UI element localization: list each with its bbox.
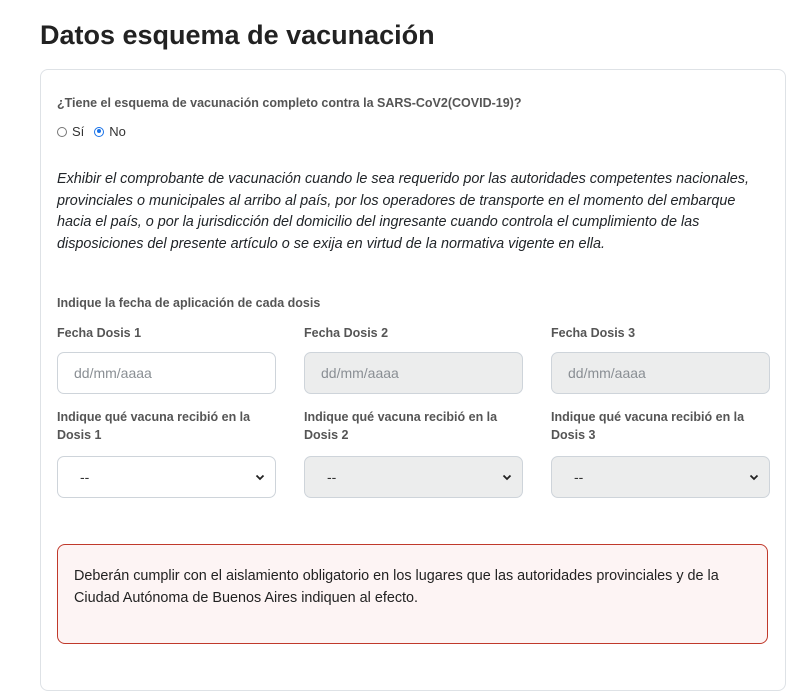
dose-3-date-input[interactable] (551, 352, 770, 394)
dose-2-column (304, 326, 523, 498)
chevron-down-icon (502, 472, 512, 482)
dose-1-column (57, 326, 276, 498)
dose-section-label: Indique la fecha de aplicación de cada dosis (57, 296, 321, 310)
dose-1-date-label: Fecha Dosis 1 (57, 326, 142, 340)
dose-2-date-input[interactable] (304, 352, 523, 394)
dose-1-date-input[interactable] (57, 352, 276, 394)
dose-1-vaccine-value: -- (80, 469, 90, 485)
chevron-down-icon (255, 472, 265, 482)
dose-3-date-label: Fecha Dosis 3 (551, 326, 636, 340)
page-title: Datos esquema de vacunación (40, 20, 435, 50)
radio-no-label[interactable]: No (109, 124, 126, 139)
dose-3-vaccine-select[interactable] (551, 456, 770, 498)
dose-2-vaccine-select[interactable] (304, 456, 523, 498)
dose-2-vaccine-value: -- (327, 469, 337, 485)
radio-no[interactable] (94, 127, 104, 137)
vaccination-radio-group (57, 124, 136, 139)
radio-si-label[interactable]: Sí (72, 124, 85, 139)
dose-3-vaccine-label: Indique qué vacuna recibió en la Dosis 3 (551, 410, 745, 442)
dose-3-column (551, 326, 770, 498)
dose-1-vaccine-select[interactable] (57, 456, 276, 498)
vaccination-question: ¿Tiene el esquema de vacunación completo contra la SARS-CoV2(COVID-19)? (57, 96, 522, 110)
dose-2-vaccine-label: Indique qué vacuna recibió en la Dosis 2 (304, 410, 498, 442)
dose-1-vaccine-label: Indique qué vacuna recibió en la Dosis 1 (57, 410, 251, 442)
dose-2-date-label: Fecha Dosis 2 (304, 326, 389, 340)
vaccination-notice: Exhibir el comprobante de vacunación cuando le sea requerido por las autoridades competentes nacionales, provinciales o municipales al arribo al país, por los operadores de transporte en el momento del embarque hacia el país, o por la jurisdicción del domicilio del ingresante cuando controla el cumplimiento de las disposiciones del presente artículo o se exija en virtud de la normativa vigente en ella. (57, 171, 749, 252)
isolation-alert: Deberán cumplir con el aislamiento obligatorio en los lugares que las autoridades provinciales y de la Ciudad Autónoma de Buenos Aires indiquen al efecto. (57, 544, 768, 644)
radio-si[interactable] (57, 127, 67, 137)
vaccination-card (40, 69, 786, 691)
dose-3-vaccine-value: -- (574, 469, 584, 485)
chevron-down-icon (749, 472, 759, 482)
